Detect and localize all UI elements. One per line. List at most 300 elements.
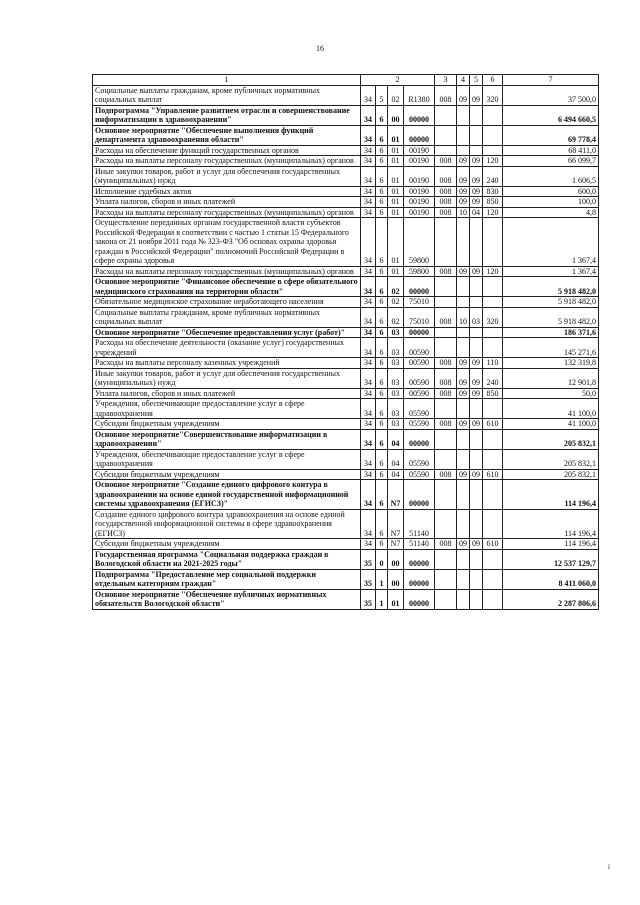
- row-code: 00000: [404, 105, 435, 125]
- row-name: Государственная программа "Социальная поддержка граждан в Вологодской области на 2021-2025 годы": [93, 549, 361, 569]
- row-sum: 186 371,6: [503, 327, 599, 338]
- table-row: [93, 197, 599, 208]
- row-sum: 12 901,8: [503, 368, 599, 388]
- row-cs: 35: [361, 569, 376, 589]
- row-rz: [435, 125, 457, 145]
- header-col-7: 7: [503, 75, 599, 86]
- row-rz: 008: [435, 307, 457, 327]
- row-cs: 34: [361, 297, 376, 308]
- row-sum: 37 500,0: [503, 85, 599, 105]
- row-sum: 68 411,0: [503, 145, 599, 156]
- row-pp: 6: [376, 480, 388, 510]
- row-cs: 35: [361, 549, 376, 569]
- row-name: Расходы на выплаты персоналу государственных (муниципальных) органов: [93, 156, 361, 167]
- table-row: [93, 429, 599, 449]
- row-r5: 09: [470, 186, 483, 197]
- row-code: 00000: [404, 480, 435, 510]
- row-r4: [457, 145, 470, 156]
- row-rz: [435, 429, 457, 449]
- row-r5: [470, 327, 483, 338]
- row-om: 01: [388, 156, 404, 167]
- budget-table: [92, 74, 599, 610]
- row-name: Социальные выплаты гражданам, кроме публичных нормативных социальных выплат: [93, 307, 361, 327]
- row-r4: 09: [457, 368, 470, 388]
- row-r4: 09: [457, 197, 470, 208]
- row-code: 51140: [404, 539, 435, 550]
- row-r4: [457, 277, 470, 297]
- row-cs: 34: [361, 207, 376, 218]
- row-r4: [457, 338, 470, 358]
- row-name: Создание единого цифрового контура здравоохранения на основе единой государственной информационной системы в сфере здравоохранения (ЕГИСЗ): [93, 509, 361, 539]
- row-r5: [470, 218, 483, 267]
- row-r4: [457, 449, 470, 469]
- row-rz: [435, 105, 457, 125]
- row-code: 00000: [404, 327, 435, 338]
- row-vr: [483, 509, 503, 539]
- row-name: Социальные выплаты гражданам, кроме публичных нормативных социальных выплат: [93, 85, 361, 105]
- table-row: [93, 125, 599, 145]
- row-code: 00190: [404, 207, 435, 218]
- row-sum: 41 100,0: [503, 419, 599, 430]
- row-vr: [483, 338, 503, 358]
- row-cs: 34: [361, 469, 376, 480]
- row-code: 00590: [404, 358, 435, 369]
- table-row: [93, 105, 599, 125]
- row-vr: [483, 105, 503, 125]
- row-vr: [483, 277, 503, 297]
- row-r5: [470, 297, 483, 308]
- row-name: Обязательное медицинское страхование неработающего населения: [93, 297, 361, 308]
- row-rz: [435, 569, 457, 589]
- row-sum: 114 196,4: [503, 539, 599, 550]
- table-row: [93, 509, 599, 539]
- row-sum: 100,0: [503, 197, 599, 208]
- row-pp: 6: [376, 207, 388, 218]
- row-cs: 34: [361, 419, 376, 430]
- row-om: 02: [388, 85, 404, 105]
- row-rz: 008: [435, 207, 457, 218]
- row-r4: 09: [457, 266, 470, 277]
- row-r4: [457, 569, 470, 589]
- row-vr: [483, 125, 503, 145]
- row-name: Иные закупки товаров, работ и услуг для обеспечения государственных (муниципальных) нужд: [93, 368, 361, 388]
- row-sum: 4,8: [503, 207, 599, 218]
- row-om: 03: [388, 388, 404, 399]
- row-vr: [483, 569, 503, 589]
- row-r5: [470, 338, 483, 358]
- row-name: Уплата налогов, сборов и иных платежей: [93, 388, 361, 399]
- row-r5: [470, 145, 483, 156]
- row-cs: 35: [361, 589, 376, 609]
- row-vr: 240: [483, 166, 503, 186]
- header-col-4: 4: [457, 75, 470, 86]
- table-row: [93, 449, 599, 469]
- row-name: Учреждения, обеспечивающие предоставление услуг в сфере здравоохранения: [93, 399, 361, 419]
- row-cs: 34: [361, 218, 376, 267]
- row-om: 03: [388, 368, 404, 388]
- row-pp: 6: [376, 218, 388, 267]
- row-name: Расходы на обеспечение деятельности (оказание услуг) государственных учреждений: [93, 338, 361, 358]
- row-sum: 50,0: [503, 388, 599, 399]
- row-vr: [483, 399, 503, 419]
- row-name: Расходы на выплаты персоналу государственных (муниципальных) органов: [93, 207, 361, 218]
- row-cs: 34: [361, 197, 376, 208]
- row-name: Основное мероприятие "Обеспечение выполнения функций департамента здравоохранения области": [93, 125, 361, 145]
- row-cs: 34: [361, 338, 376, 358]
- row-vr: 610: [483, 419, 503, 430]
- row-vr: 120: [483, 266, 503, 277]
- row-rz: 008: [435, 266, 457, 277]
- row-vr: [483, 218, 503, 267]
- row-cs: 34: [361, 105, 376, 125]
- row-pp: 6: [376, 368, 388, 388]
- row-r5: 09: [470, 266, 483, 277]
- row-r5: 09: [470, 419, 483, 430]
- table-row: [93, 399, 599, 419]
- row-rz: [435, 145, 457, 156]
- row-om: 03: [388, 399, 404, 419]
- row-r5: [470, 509, 483, 539]
- row-rz: [435, 297, 457, 308]
- table-row: [93, 327, 599, 338]
- row-om: 03: [388, 327, 404, 338]
- row-vr: [483, 449, 503, 469]
- row-rz: 008: [435, 419, 457, 430]
- row-sum: 1 367,4: [503, 266, 599, 277]
- row-rz: 008: [435, 539, 457, 550]
- row-cs: 34: [361, 368, 376, 388]
- table-row: [93, 480, 599, 510]
- row-r4: 09: [457, 156, 470, 167]
- row-r5: 09: [470, 469, 483, 480]
- row-sum: 205 832,1: [503, 429, 599, 449]
- row-code: 00000: [404, 549, 435, 569]
- row-name: Субсидии бюджетным учреждениям: [93, 419, 361, 430]
- row-r5: 09: [470, 166, 483, 186]
- row-rz: [435, 449, 457, 469]
- row-pp: 6: [376, 419, 388, 430]
- row-sum: 1 606,5: [503, 166, 599, 186]
- row-rz: [435, 277, 457, 297]
- row-name: Основное мероприятие"Совершенствование информатизации в здравоохранении": [93, 429, 361, 449]
- table-row: [93, 277, 599, 297]
- row-vr: 850: [483, 388, 503, 399]
- row-code: 00000: [404, 429, 435, 449]
- row-om: 03: [388, 338, 404, 358]
- row-pp: 6: [376, 449, 388, 469]
- row-rz: 008: [435, 166, 457, 186]
- row-om: 01: [388, 125, 404, 145]
- row-sum: 145 271,6: [503, 338, 599, 358]
- table-row: [93, 469, 599, 480]
- row-name: Подпрограмма "Предоставление мер социальной поддержки отдельным категориям граждан": [93, 569, 361, 589]
- row-rz: [435, 549, 457, 569]
- row-name: Субсидии бюджетным учреждениям: [93, 539, 361, 550]
- row-rz: [435, 338, 457, 358]
- row-code: 00190: [404, 197, 435, 208]
- table-body: [93, 85, 599, 609]
- row-vr: [483, 145, 503, 156]
- row-pp: 6: [376, 197, 388, 208]
- row-r5: 09: [470, 388, 483, 399]
- row-vr: 320: [483, 307, 503, 327]
- row-vr: 120: [483, 207, 503, 218]
- row-rz: 008: [435, 156, 457, 167]
- row-code: R1380: [404, 85, 435, 105]
- row-rz: [435, 589, 457, 609]
- row-om: 01: [388, 145, 404, 156]
- row-sum: 114 196,4: [503, 480, 599, 510]
- row-om: 03: [388, 419, 404, 430]
- row-r5: 09: [470, 368, 483, 388]
- row-om: 01: [388, 218, 404, 267]
- row-vr: [483, 429, 503, 449]
- row-om: 00: [388, 105, 404, 125]
- table-row: [93, 156, 599, 167]
- row-name: Основное мероприятие "Обеспечение предоставления услуг (работ)": [93, 327, 361, 338]
- row-r4: [457, 480, 470, 510]
- row-r5: [470, 277, 483, 297]
- row-r4: [457, 105, 470, 125]
- row-sum: 205 832,1: [503, 469, 599, 480]
- table-row: [93, 297, 599, 308]
- row-om: 04: [388, 469, 404, 480]
- table-row: [93, 368, 599, 388]
- row-code: 00000: [404, 569, 435, 589]
- row-code: 00000: [404, 125, 435, 145]
- row-r4: [457, 297, 470, 308]
- row-r4: 09: [457, 469, 470, 480]
- row-code: 00190: [404, 166, 435, 186]
- table-row: [93, 589, 599, 609]
- row-name: Расходы на выплаты персоналу казенных учреждений: [93, 358, 361, 369]
- row-cs: 34: [361, 85, 376, 105]
- row-cs: 34: [361, 156, 376, 167]
- row-name: Исполнение судебных актов: [93, 186, 361, 197]
- table-row: [93, 186, 599, 197]
- row-sum: 8 411 060,0: [503, 569, 599, 589]
- row-sum: 5 918 482,0: [503, 297, 599, 308]
- row-pp: 6: [376, 105, 388, 125]
- row-sum: 41 100,0: [503, 399, 599, 419]
- row-cs: 34: [361, 539, 376, 550]
- row-name: Расходы на выплаты персоналу государственных (муниципальных) органов: [93, 266, 361, 277]
- row-r5: [470, 399, 483, 419]
- row-code: 75010: [404, 307, 435, 327]
- row-r5: [470, 549, 483, 569]
- row-pp: 6: [376, 297, 388, 308]
- row-code: 00000: [404, 277, 435, 297]
- table-row: [93, 145, 599, 156]
- header-col-5: 5: [470, 75, 483, 86]
- row-om: 01: [388, 197, 404, 208]
- row-r5: 09: [470, 156, 483, 167]
- row-sum: 69 778,4: [503, 125, 599, 145]
- row-r4: [457, 218, 470, 267]
- row-om: 01: [388, 207, 404, 218]
- row-om: 02: [388, 277, 404, 297]
- row-code: 59800: [404, 218, 435, 267]
- table-row: [93, 549, 599, 569]
- row-cs: 34: [361, 307, 376, 327]
- row-r4: [457, 509, 470, 539]
- row-r4: [457, 429, 470, 449]
- row-om: 01: [388, 266, 404, 277]
- row-cs: 34: [361, 358, 376, 369]
- table-row: [93, 307, 599, 327]
- row-r4: 09: [457, 85, 470, 105]
- row-om: 01: [388, 166, 404, 186]
- row-code: 00190: [404, 156, 435, 167]
- header-row: [93, 75, 599, 86]
- row-rz: 008: [435, 197, 457, 208]
- table-row: [93, 338, 599, 358]
- table-row: [93, 419, 599, 430]
- row-vr: 110: [483, 358, 503, 369]
- row-rz: 008: [435, 469, 457, 480]
- row-name: Субсидии бюджетным учреждениям: [93, 469, 361, 480]
- row-rz: [435, 399, 457, 419]
- row-vr: [483, 589, 503, 609]
- row-om: 02: [388, 307, 404, 327]
- table-row: [93, 569, 599, 589]
- row-sum: 5 918 482,0: [503, 277, 599, 297]
- row-vr: 610: [483, 539, 503, 550]
- row-cs: 34: [361, 125, 376, 145]
- row-sum: 12 537 129,7: [503, 549, 599, 569]
- row-r5: 04: [470, 207, 483, 218]
- row-sum: 205 832,1: [503, 449, 599, 469]
- row-code: 00190: [404, 145, 435, 156]
- table-row: [93, 207, 599, 218]
- row-pp: 6: [376, 388, 388, 399]
- row-code: 59800: [404, 266, 435, 277]
- row-vr: 320: [483, 85, 503, 105]
- row-r5: 09: [470, 197, 483, 208]
- row-code: 05590: [404, 449, 435, 469]
- row-pp: 6: [376, 429, 388, 449]
- row-name: Расходы на обеспечение функций государственных органов: [93, 145, 361, 156]
- table-row: [93, 539, 599, 550]
- row-om: N7: [388, 539, 404, 550]
- row-name: Осуществление переданных органам государственной власти субъектов Российской Федерации в соответствии с частью 1 статьи 15 Федерального закона от 21 ноября 2011 года № 323-ФЗ "Об основах охраны здоровья граждан в Российской Федерации" полномочий Российской Федерации в сфере охраны здоровья: [93, 218, 361, 267]
- row-vr: 120: [483, 156, 503, 167]
- row-pp: 6: [376, 327, 388, 338]
- row-rz: 008: [435, 358, 457, 369]
- row-name: Подпрограмма "Управление развитием отрасли и совершенствование информатизации в здравоохранении": [93, 105, 361, 125]
- row-r4: 09: [457, 166, 470, 186]
- row-cs: 34: [361, 186, 376, 197]
- row-cs: 34: [361, 277, 376, 297]
- row-code: 05590: [404, 399, 435, 419]
- row-vr: 830: [483, 186, 503, 197]
- row-r4: 09: [457, 419, 470, 430]
- row-pp: 1: [376, 569, 388, 589]
- row-r4: [457, 549, 470, 569]
- row-pp: 1: [376, 589, 388, 609]
- row-om: 02: [388, 297, 404, 308]
- row-r5: 09: [470, 85, 483, 105]
- row-r5: 09: [470, 358, 483, 369]
- row-pp: 6: [376, 307, 388, 327]
- row-rz: 008: [435, 85, 457, 105]
- row-r4: [457, 327, 470, 338]
- table-row: [93, 85, 599, 105]
- row-pp: 6: [376, 145, 388, 156]
- row-om: 00: [388, 569, 404, 589]
- row-pp: 6: [376, 266, 388, 277]
- row-pp: 6: [376, 469, 388, 480]
- row-r4: 09: [457, 358, 470, 369]
- row-om: 03: [388, 358, 404, 369]
- row-pp: 0: [376, 549, 388, 569]
- row-om: 00: [388, 549, 404, 569]
- row-sum: 114 196,4: [503, 509, 599, 539]
- row-code: 00590: [404, 368, 435, 388]
- row-cs: 34: [361, 449, 376, 469]
- row-pp: 6: [376, 509, 388, 539]
- header-col-3: 3: [435, 75, 457, 86]
- row-code: 00590: [404, 338, 435, 358]
- row-r5: [470, 589, 483, 609]
- header-col-2: 2: [361, 75, 435, 86]
- row-rz: [435, 327, 457, 338]
- row-code: 75010: [404, 297, 435, 308]
- row-r4: 10: [457, 207, 470, 218]
- row-pp: 6: [376, 277, 388, 297]
- page-number: 16: [316, 44, 324, 53]
- row-r5: 03: [470, 307, 483, 327]
- row-pp: 6: [376, 338, 388, 358]
- row-vr: 850: [483, 197, 503, 208]
- row-name: Иные закупки товаров, работ и услуг для обеспечения государственных (муниципальных) нужд: [93, 166, 361, 186]
- row-r5: [470, 480, 483, 510]
- row-r5: [470, 429, 483, 449]
- row-om: 04: [388, 449, 404, 469]
- table-row: [93, 166, 599, 186]
- row-cs: 34: [361, 480, 376, 510]
- row-om: 01: [388, 589, 404, 609]
- row-name: Основное мероприятие "Финансовое обеспечение в сфере обязательного медицинского страхования на территории области": [93, 277, 361, 297]
- row-om: 04: [388, 429, 404, 449]
- row-sum: 132 319,8: [503, 358, 599, 369]
- row-r4: [457, 589, 470, 609]
- row-r4: [457, 399, 470, 419]
- row-rz: [435, 509, 457, 539]
- row-cs: 34: [361, 166, 376, 186]
- row-code: 51140: [404, 509, 435, 539]
- row-r4: [457, 125, 470, 145]
- row-pp: 6: [376, 125, 388, 145]
- row-vr: 610: [483, 469, 503, 480]
- row-r4: 09: [457, 539, 470, 550]
- row-cs: 34: [361, 509, 376, 539]
- row-rz: 008: [435, 186, 457, 197]
- row-code: 00190: [404, 186, 435, 197]
- row-sum: 66 099,7: [503, 156, 599, 167]
- row-sum: 600,0: [503, 186, 599, 197]
- row-sum: 6 494 660,5: [503, 105, 599, 125]
- row-code: 00000: [404, 589, 435, 609]
- row-om: 01: [388, 186, 404, 197]
- header-col-6: 6: [483, 75, 503, 86]
- row-pp: 6: [376, 156, 388, 167]
- row-pp: 5: [376, 85, 388, 105]
- row-name: Уплата налогов, сборов и иных платежей: [93, 197, 361, 208]
- row-r5: 09: [470, 539, 483, 550]
- row-code: 05590: [404, 419, 435, 430]
- table-row: [93, 218, 599, 267]
